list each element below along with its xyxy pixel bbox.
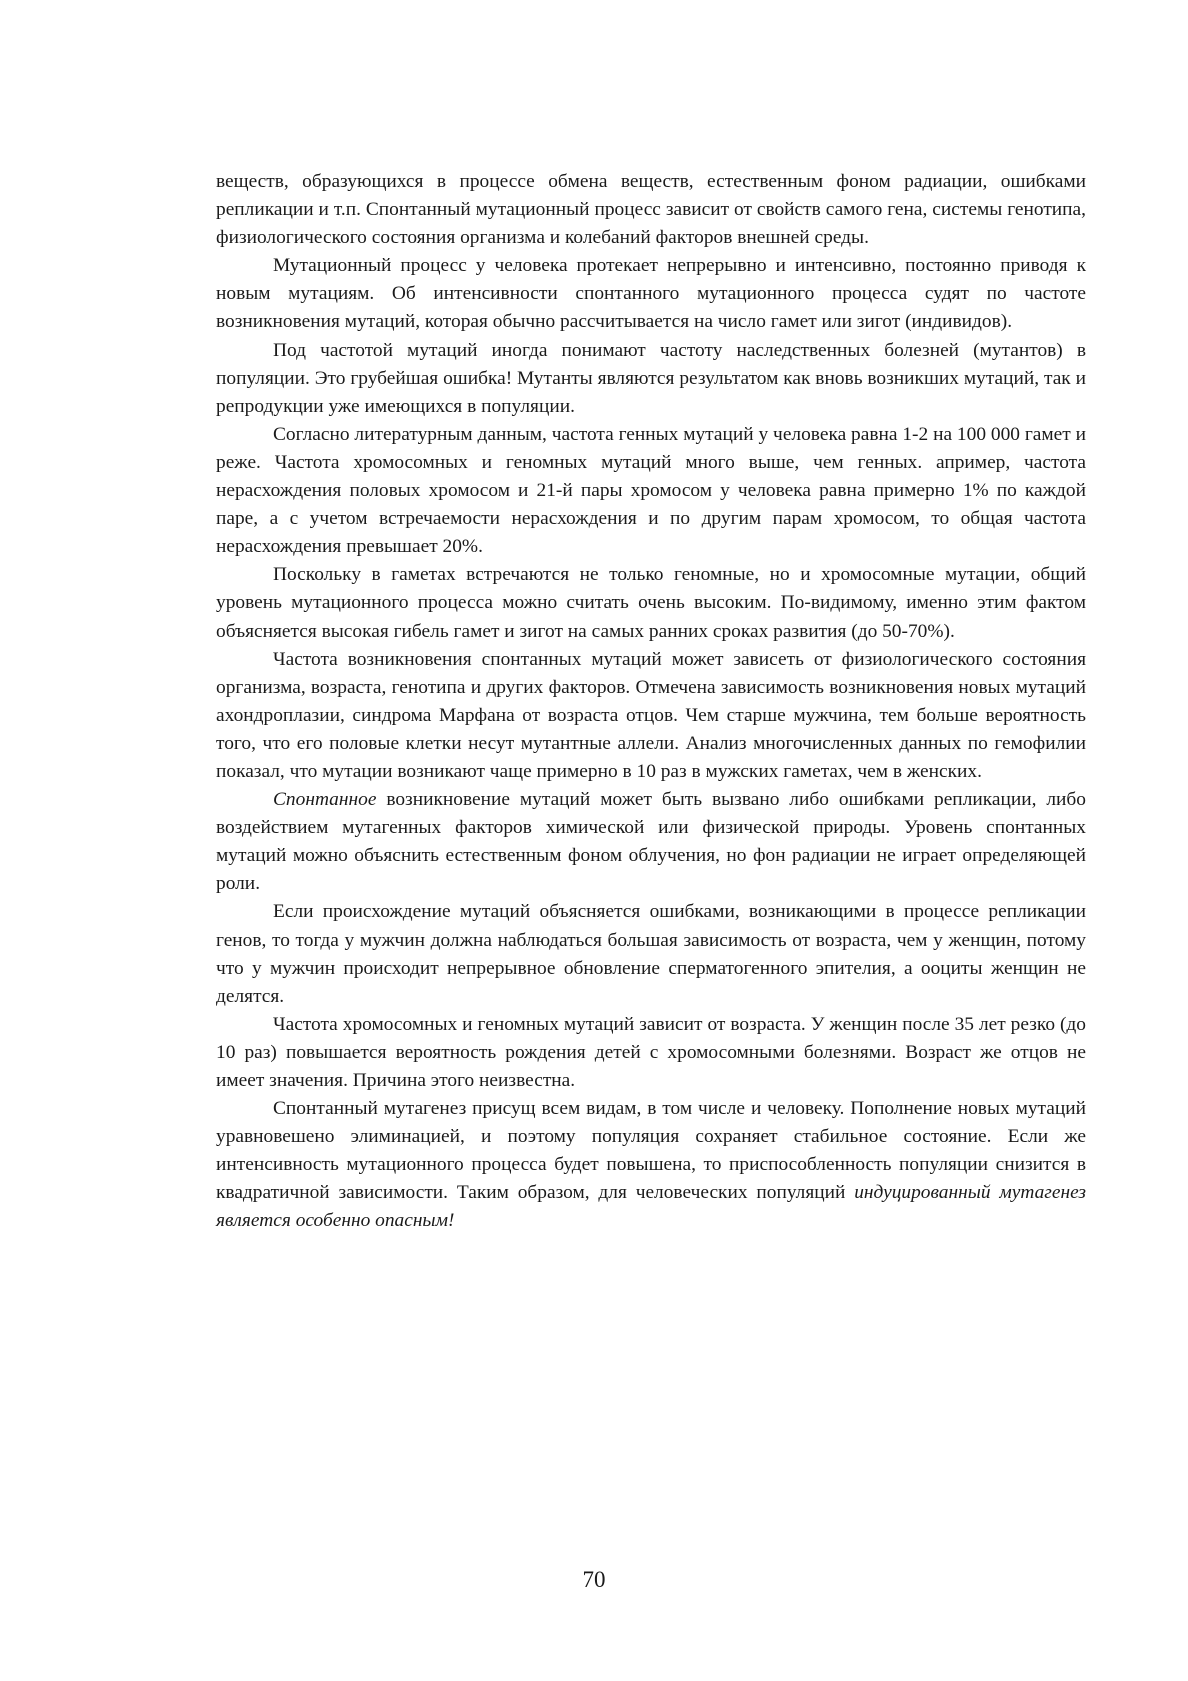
paragraph-text: Если происхождение мутаций объясняется ошибками, возникающими в процессе репликации генов, то тогда у мужчин должна наблюдаться большая зависимость от возраста, чем у женщин, потому что у мужчин происходит непрерывное обновление сперматогенного эпителия, а ооциты женщин не делятся. [216,901,1086,1007]
paragraph-text: возникновение мутаций может быть вызвано либо ошибками репликации, либо воздействием мутагенных факторов химической или физической природы. Уровень спонтанных мутаций можно объяснить естественным фоном облучения, но фон радиации не играет определяющей роли. [216,789,1086,895]
paragraph [216,786,1086,898]
paragraph [216,646,1086,786]
page-number: 70 [582,1567,606,1592]
paragraph-text: веществ, образующихся в процессе обмена веществ, естественным фоном радиации, ошибками репликации и т.п. Спонтанный мутационный процесс зависит от свойств самого гена, системы генотипа, физиологического состояния организма и колебаний факторов внешней среды. [216,171,1086,249]
paragraph [216,252,1086,336]
italic-text: индуцированный мутагенез является особенно опасным! [216,1182,1086,1232]
paragraph-text: Поскольку в гаметах встречаются не только геномные, но и хромосомные мутации, общий уровень мутационного процесса можно считать очень высоким. По-видимому, именно этим фактом объясняется высокая гибель гамет и зигот на самых ранних сроках развития (до 50-70%). [216,564,1086,642]
paragraph [216,561,1086,645]
paragraph [216,337,1086,421]
paragraph [216,1095,1086,1235]
italic-text: Спонтанное [273,789,377,811]
paragraph-text: Частота возникновения спонтанных мутаций может зависеть от физиологического состояния организма, возраста, генотипа и других факторов. Отмечена зависимость возникновения новых мутаций ахондроплазии, синдрома Марфана от возраста отцов. Чем старше мужчина, тем больше вероятность того, что его половые клетки несут мутантные аллели. Анализ многочисленных данных по гемофилии показал, что мутации возникают чаще примерно в 10 раз в мужских гаметах, чем в женских. [216,648,1086,782]
paragraph-text: Под частотой мутаций иногда понимают частоту наследственных болезней (мутантов) в популяции. Это грубейшая ошибка! Мутанты являются результатом как вновь возникших мутаций, так и репродукции уже имеющихся в популяции. [216,339,1086,417]
paragraph [216,1011,1086,1095]
paragraph-text: Спонтанный мутагенез присущ всем видам, в том числе и человеку. Пополнение новых мутаций уравновешено элиминацией, и поэтому популяция сохраняет стабильное состояние. Если же интенсивность мутационного процесса будет повышена, то приспособленность популяции снизится в квадратичной зависимости. Таким образом, для человеческих популяций [216,1098,1086,1204]
paragraph-text: Мутационный процесс у человека протекает непрерывно и интенсивно, постоянно приводя к новым мутациям. Об интенсивности спонтанного мутационного процесса судят по частоте возникновения мутаций, которая обычно рассчитывается на число гамет или зигот (индивидов). [216,255,1086,333]
paragraph [216,421,1086,561]
paragraph-text: Согласно литературным данным, частота генных мутаций у человека равна 1-2 на 100 000 гамет и реже. Частота хромосомных и геномных мутаций много выше, чем генных. апример, частота нерасхождения половых хромосом и 21-й пары хромосом у человека равна примерно 1% по каждой паре, а с учетом встречаемости нерасхождения и по другим парам хромосом, то общая частота нерасхождения превышает 20%. [216,423,1086,558]
document-body [216,168,1086,1236]
paragraph [216,898,1086,1010]
paragraph [216,168,1086,252]
paragraph-text: Частота хромосомных и геномных мутаций зависит от возраста. У женщин после 35 лет резко (до 10 раз) повышается вероятность рождения детей с хромосомными болезнями. Возраст же отцов не имеет значения. Причина этого неизвестна. [216,1013,1086,1091]
